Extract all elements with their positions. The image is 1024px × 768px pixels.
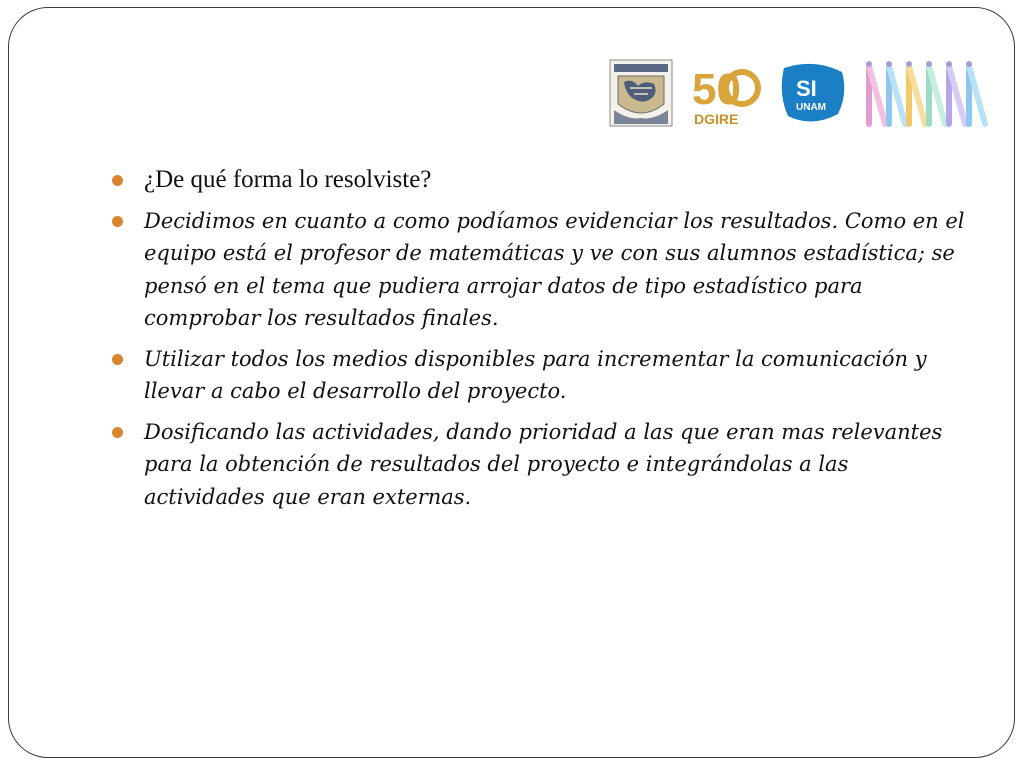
si-text: SI: [796, 76, 817, 101]
bullet-item: [108, 343, 968, 408]
dgire-50-logo: [688, 60, 768, 128]
slide-content: [108, 164, 968, 521]
bullet-list: [108, 164, 968, 513]
si-unam-logo: [778, 60, 848, 126]
bullet-text: Utilizar todos los medios disponibles para incrementar la comunicación y llevar a cabo el desarrollo del proyecto.: [144, 346, 927, 403]
bullet-item: [108, 205, 968, 335]
dgire-text: DGIRE: [694, 111, 739, 127]
bullet-item: [108, 164, 968, 197]
dgire-50-number: 50: [692, 65, 741, 114]
logo-strip: [608, 58, 992, 130]
colored-stripes-logo: [863, 58, 991, 128]
bullet-text: Dosificando las actividades, dando prioridad a las que eran mas relevantes para la obtención de resultados del proyecto e integrándolas a las actividades que eran externas.: [144, 419, 943, 509]
bullet-text: Decidimos en cuanto a como podíamos evidenciar los resultados. Como en el equipo está el profesor de matemáticas y ve con sus alumnos estadística; se pensó en el tema que pudiera arrojar datos de tipo estadístico para comprobar los resultados finales.: [144, 208, 965, 330]
bullet-item: [108, 416, 968, 514]
si-unam-text: UNAM: [796, 102, 826, 113]
bullet-dot-icon: [112, 427, 123, 438]
bullet-text: ¿De qué forma lo resolviste?: [144, 166, 432, 193]
bullet-dot-icon: [112, 354, 123, 365]
bullet-dot-icon: [112, 175, 123, 186]
unam-shield-logo: [608, 58, 674, 128]
bullet-dot-icon: [112, 216, 123, 227]
